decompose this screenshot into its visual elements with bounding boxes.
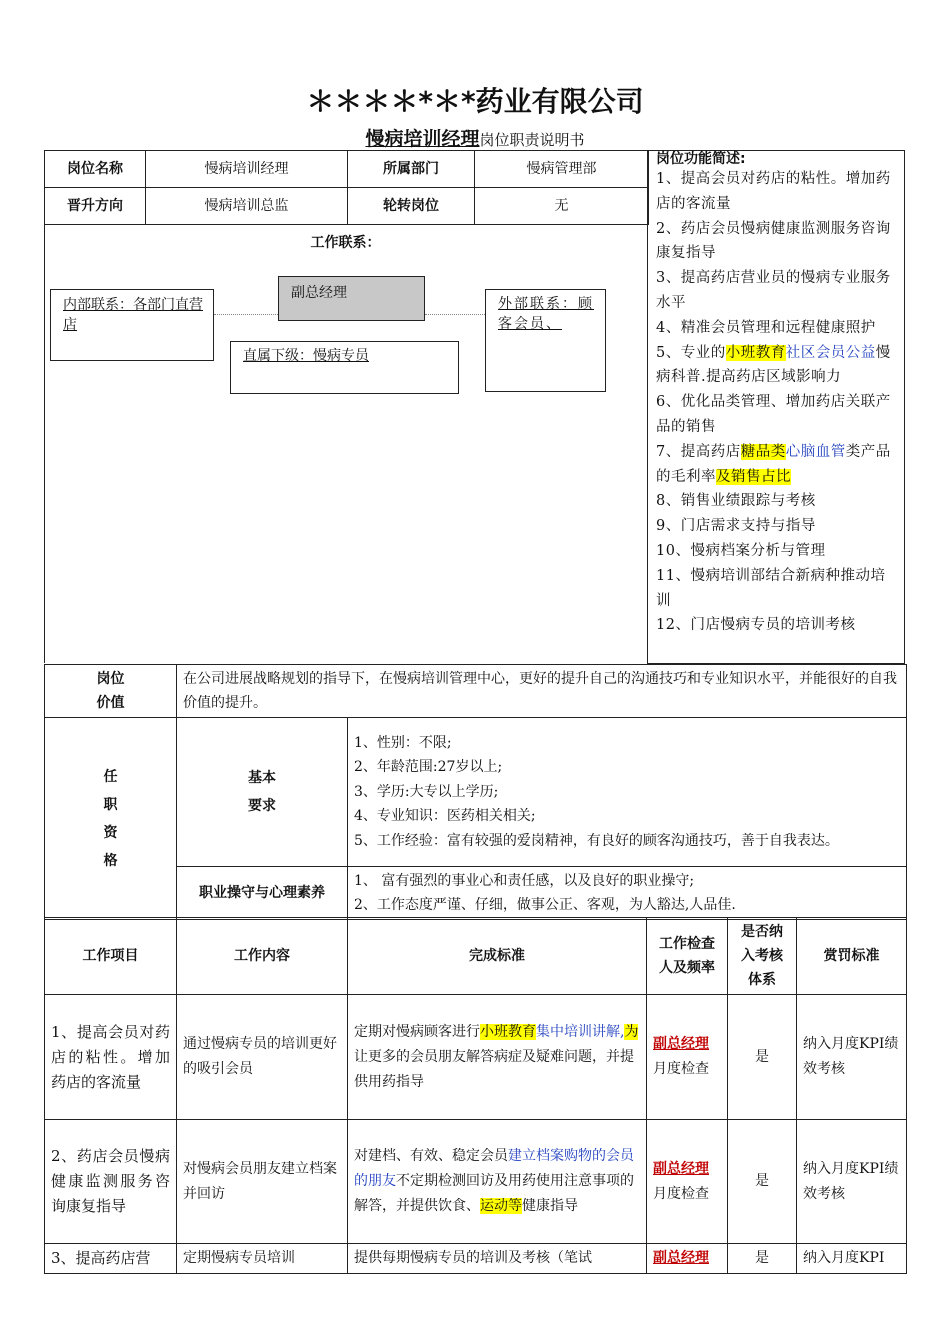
- duty-kpi: 是: [728, 1244, 797, 1274]
- basic-requirements: [348, 718, 907, 867]
- rotation-value: 无: [475, 188, 649, 225]
- promotion-value: 慢病培训总监: [146, 188, 348, 225]
- ethics-item: 1、 富有强烈的事业心和责任感，以及良好的职业操守;: [354, 873, 695, 889]
- function-heading: 岗位功能简述:: [656, 151, 746, 167]
- function-item: 8、销售业绩跟踪与考核: [656, 493, 816, 510]
- duty-item: 1、提高会员对药店的粘性。增加药店的客流量: [45, 995, 177, 1120]
- document-subtitle: 岗位职责说明书: [479, 131, 585, 149]
- function-item: 3、提高药店营业员的慢病专业服务水平: [656, 270, 891, 311]
- basic-requirements-label: 基本 要求: [177, 718, 348, 867]
- connector-line: [214, 314, 278, 315]
- function-item: 12、门店慢病专员的培训考核: [656, 617, 856, 634]
- requirement-item: 4、专业知识：医药相关相关;: [354, 808, 536, 825]
- header-item: 工作项目: [45, 918, 177, 995]
- info-table: [44, 150, 649, 225]
- internal-contact-box: [50, 289, 214, 361]
- requirement-item: 3、学历:大专以上学历;: [354, 783, 499, 800]
- duty-checker: 副总经理 月度检查: [647, 995, 728, 1120]
- label-promotion: 晋升方向: [45, 188, 146, 225]
- duty-checker: 副总经理: [647, 1244, 728, 1274]
- ethics-requirements: [348, 867, 907, 920]
- function-item: 9、门店需求支持与指导: [656, 518, 816, 535]
- duty-kpi: 是: [728, 995, 797, 1120]
- header-kpi: 是否纳 入考核 体系: [728, 918, 797, 995]
- value-text: 在公司进展战略规划的指导下，在慢病培训管理中心，更好的提升自己的沟通技巧和专业知识水平，并能很好的自我价值的提升。: [177, 665, 907, 718]
- qualification-table: [44, 664, 907, 920]
- function-item: 4、精准会员管理和远程健康照护: [656, 319, 876, 336]
- function-item: 2、药店会员慢病健康监测服务咨询康复指导: [656, 220, 891, 262]
- function-item: 11、慢病培训部结合新病种推动培训: [656, 567, 886, 609]
- duty-kpi: 是: [728, 1120, 797, 1244]
- function-item: 7、提高药店糖品类心脑血管类产品的毛利率及销售占比: [656, 443, 891, 485]
- header-reward: 赏罚标准: [797, 918, 907, 995]
- function-item: 1、提高会员对药店的粘性。增加药店的客流量: [656, 171, 891, 212]
- requirement-item: 5、工作经验：富有较强的爱岗精神，有良好的顾客沟通技巧，善于自我表达。: [354, 832, 839, 849]
- duty-standard: 定期对慢病顾客进行小班教育集中培训讲解,为让更多的会员朋友解答病症及疑难问题，并提供用药指导: [348, 995, 647, 1120]
- position-title: 慢病培训经理: [365, 128, 480, 150]
- label-position: 岗位名称: [45, 151, 146, 188]
- label-department: 所属部门: [348, 151, 475, 188]
- duty-reward: 纳入月度KPI: [797, 1244, 907, 1274]
- duty-standard: 对建档、有效、稳定会员建立档案购物的会员的朋友不定期检测回访及用药使用注意事项的解答，并提供饮食、运动等健康指导: [348, 1120, 647, 1244]
- header-standard: 完成标准: [348, 918, 647, 995]
- duty-content: 对慢病会员朋友建立档案并回访: [177, 1120, 348, 1244]
- duty-standard: 提供每期慢病专员的培训及考核（笔试: [348, 1244, 647, 1274]
- function-item: 10、慢病档案分析与管理: [656, 542, 826, 559]
- document-title: [0, 124, 950, 151]
- duty-content: 定期慢病专员培训: [177, 1244, 348, 1274]
- contact-heading: 工作联系：: [310, 235, 381, 251]
- ethics-item: 2、工作态度严谨、仔细，做事公正、客观，为人豁达,人品佳.: [354, 897, 736, 913]
- header-content: 工作内容: [177, 918, 348, 995]
- qualification-label: 任 职 资 格: [45, 718, 177, 920]
- function-item: 6、优化品类管理、增加药店关联产品的销售: [656, 394, 891, 435]
- requirement-item: 2、年龄范围:27岁以上;: [354, 759, 503, 776]
- external-contact-label: 外部联系：顾客会员、: [498, 296, 594, 332]
- internal-contact-label: 内部联系：各部门直营店: [63, 297, 203, 333]
- external-contact-box: [485, 289, 606, 392]
- requirement-item: 1、性别：不限;: [354, 734, 452, 751]
- duty-reward: 纳入月度KPI绩效考核: [797, 1120, 907, 1244]
- company-title: ＊＊＊＊*＊*药业有限公司: [306, 85, 644, 118]
- superior-box: [278, 276, 425, 321]
- subordinate-box: [230, 341, 459, 394]
- header-checker: 工作检查 人及频率: [647, 918, 728, 995]
- superior-label: 副总经理: [291, 285, 347, 301]
- function-summary: [647, 150, 905, 664]
- connector-line: [425, 314, 485, 315]
- label-rotation: 轮转岗位: [348, 188, 475, 225]
- duty-content: 通过慢病专员的培训更好的吸引会员: [177, 995, 348, 1120]
- duty-item: 3、提高药店营: [45, 1244, 177, 1274]
- value-label: 岗位 价值: [45, 665, 177, 718]
- ethics-label: 职业操守与心理素养: [177, 867, 348, 920]
- department-value: 慢病管理部: [475, 151, 649, 188]
- duties-table: [44, 917, 907, 1274]
- function-item: 5、专业的小班教育社区会员公益慢病科普.提高药店区域影响力: [656, 344, 891, 386]
- position-value: 慢病培训经理: [146, 151, 348, 188]
- subordinate-label: 直属下级：慢病专员: [243, 348, 369, 364]
- duty-item: 2、药店会员慢病健康监测服务咨询康复指导: [45, 1120, 177, 1244]
- duty-checker: 副总经理 月度检查: [647, 1120, 728, 1244]
- duty-reward: 纳入月度KPI绩效考核: [797, 995, 907, 1120]
